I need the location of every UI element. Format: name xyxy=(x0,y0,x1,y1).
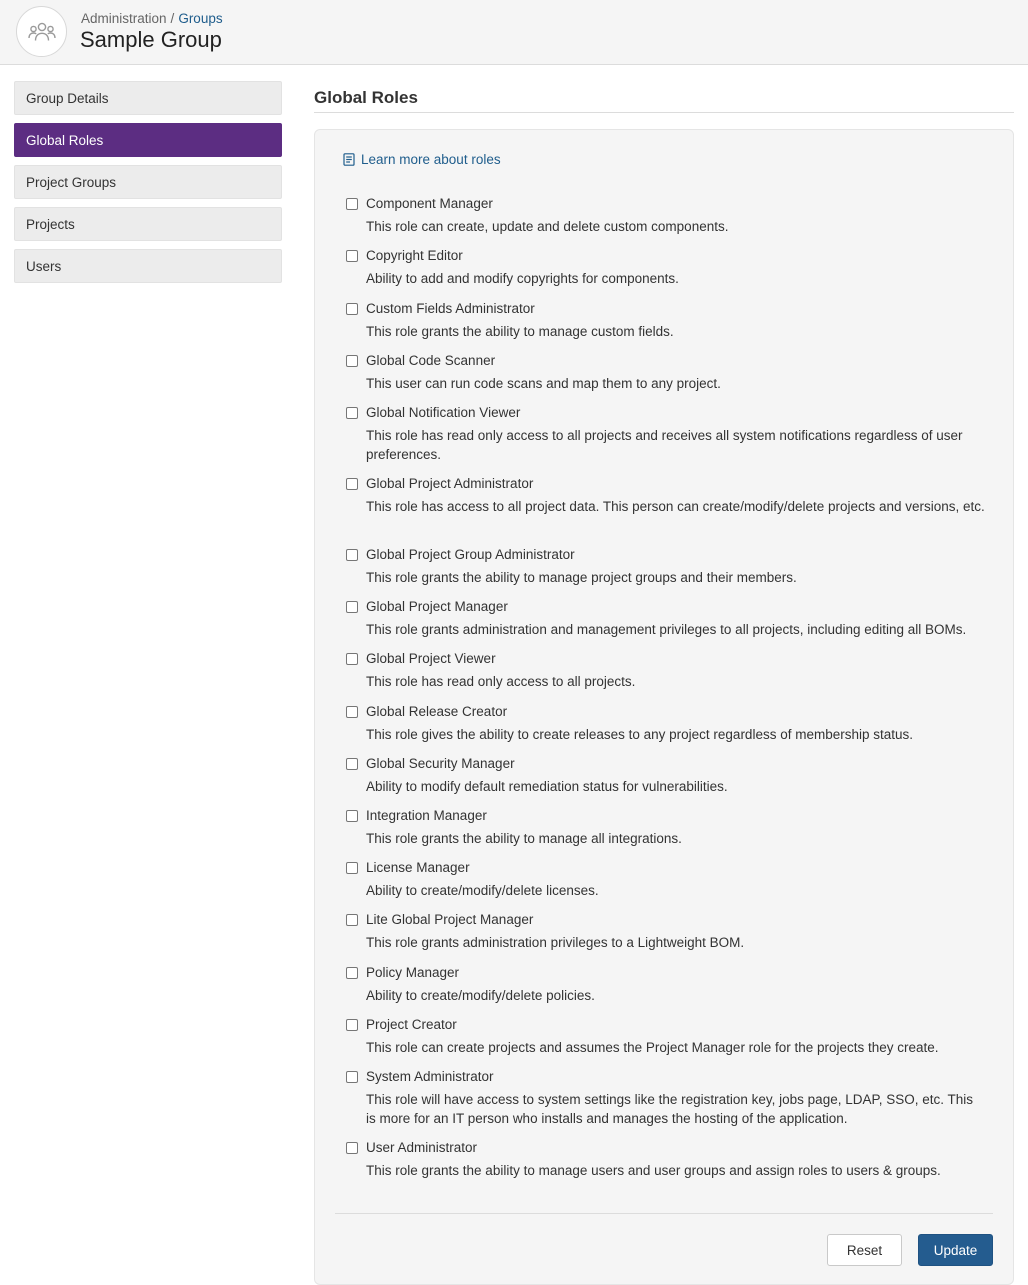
sidebar-item-label: Global Roles xyxy=(26,132,104,148)
breadcrumb xyxy=(81,11,223,26)
roles-panel xyxy=(314,129,1014,1285)
role-name: Global Project Manager xyxy=(366,599,508,614)
section-divider xyxy=(314,112,1014,113)
role-name: Policy Manager xyxy=(366,965,460,980)
role-checkbox[interactable] xyxy=(346,914,358,926)
page-title: Sample Group xyxy=(80,27,222,52)
role-description: This role grants administration and management privileges to all projects, including editing all BOMs. xyxy=(366,622,967,637)
role-name: Global Project Administrator xyxy=(366,476,534,491)
sidebar-item-global-roles[interactable] xyxy=(14,123,282,157)
breadcrumb-separator: / xyxy=(170,11,175,26)
role-name: Global Project Viewer xyxy=(366,651,496,666)
role-name: Copyright Editor xyxy=(366,248,463,263)
role-description: This role can create, update and delete custom components. xyxy=(366,219,729,234)
sidebar-item-label: Project Groups xyxy=(26,174,117,190)
users-group-icon xyxy=(28,21,56,43)
role-checkbox[interactable] xyxy=(346,549,358,561)
role-checkbox[interactable] xyxy=(346,1142,358,1154)
role-checkbox[interactable] xyxy=(346,198,358,210)
role-description: This role has read only access to all projects. xyxy=(366,674,636,689)
role-description: Ability to create/modify/delete licenses. xyxy=(366,883,599,898)
role-checkbox[interactable] xyxy=(346,653,358,665)
role-name: Global Project Group Administrator xyxy=(366,547,575,562)
role-description: This role gives the ability to create releases to any project regardless of membership status. xyxy=(366,727,914,742)
book-icon xyxy=(343,153,355,166)
role-description: This role grants the ability to manage all integrations. xyxy=(366,831,682,846)
role-checkbox[interactable] xyxy=(346,967,358,979)
role-name: Project Creator xyxy=(366,1017,457,1032)
role-checkbox[interactable] xyxy=(346,862,358,874)
role-checkbox[interactable] xyxy=(346,1071,358,1083)
update-button[interactable]: Update xyxy=(918,1234,993,1266)
role-checkbox[interactable] xyxy=(346,758,358,770)
role-name: Lite Global Project Manager xyxy=(366,912,534,927)
sidebar-item-users[interactable] xyxy=(14,249,282,283)
role-description: This user can run code scans and map them to any project. xyxy=(366,376,721,391)
page-header xyxy=(0,0,1028,65)
role-name: Global Security Manager xyxy=(366,756,515,771)
learn-more-label: Learn more about roles xyxy=(361,152,501,167)
role-description: Ability to create/modify/delete policies. xyxy=(366,988,595,1003)
learn-more-link[interactable] xyxy=(343,152,501,167)
role-checkbox[interactable] xyxy=(346,1019,358,1031)
role-name: Component Manager xyxy=(366,196,493,211)
sidebar xyxy=(14,81,282,291)
role-description: This role has access to all project data. This person can create/modify/delete projects and versions, etc. xyxy=(366,499,985,514)
role-name: System Administrator xyxy=(366,1069,494,1084)
sidebar-item-label: Group Details xyxy=(26,90,109,106)
role-description: This role grants the ability to manage users and user groups and assign roles to users & groups. xyxy=(366,1163,941,1178)
section-title: Global Roles xyxy=(314,88,418,107)
role-checkbox[interactable] xyxy=(346,407,358,419)
role-description: Ability to modify default remediation status for vulnerabilities. xyxy=(366,779,728,794)
role-name: User Administrator xyxy=(366,1140,478,1155)
role-description: This role can create projects and assumes the Project Manager role for the projects they create. xyxy=(366,1040,939,1055)
sidebar-item-projects[interactable] xyxy=(14,207,282,241)
role-checkbox[interactable] xyxy=(346,250,358,262)
role-description: This role grants the ability to manage custom fields. xyxy=(366,324,674,339)
sidebar-item-label: Projects xyxy=(26,216,75,232)
role-name: Integration Manager xyxy=(366,808,487,823)
breadcrumb-groups-link[interactable]: Groups xyxy=(178,11,223,26)
role-name: Global Release Creator xyxy=(366,704,508,719)
role-description: This role has read only access to all projects and receives all system notifications regardless of user preferences. xyxy=(366,428,963,462)
role-description: This role grants administration privileges to a Lightweight BOM. xyxy=(366,935,745,950)
role-description: Ability to add and modify copyrights for components. xyxy=(366,271,679,286)
role-name: Global Code Scanner xyxy=(366,353,496,368)
footer-divider xyxy=(335,1213,993,1214)
group-avatar xyxy=(16,6,67,57)
role-checkbox[interactable] xyxy=(346,706,358,718)
role-checkbox[interactable] xyxy=(346,478,358,490)
role-description: This role grants the ability to manage project groups and their members. xyxy=(366,570,797,585)
role-checkbox[interactable] xyxy=(346,601,358,613)
role-checkbox[interactable] xyxy=(346,810,358,822)
reset-button[interactable]: Reset xyxy=(827,1234,902,1266)
role-name: Global Notification Viewer xyxy=(366,405,521,420)
breadcrumb-root: Administration xyxy=(81,11,167,26)
role-name: License Manager xyxy=(366,860,470,875)
role-checkbox[interactable] xyxy=(346,303,358,315)
role-checkbox[interactable] xyxy=(346,355,358,367)
role-description: This role will have access to system settings like the registration key, jobs page, LDAP, SSO, etc. This is more for an IT person who installs and manages the hosting of the application. xyxy=(366,1092,974,1126)
sidebar-item-group-details[interactable] xyxy=(14,81,282,115)
sidebar-item-label: Users xyxy=(26,258,62,274)
role-name: Custom Fields Administrator xyxy=(366,301,535,316)
sidebar-item-project-groups[interactable] xyxy=(14,165,282,199)
